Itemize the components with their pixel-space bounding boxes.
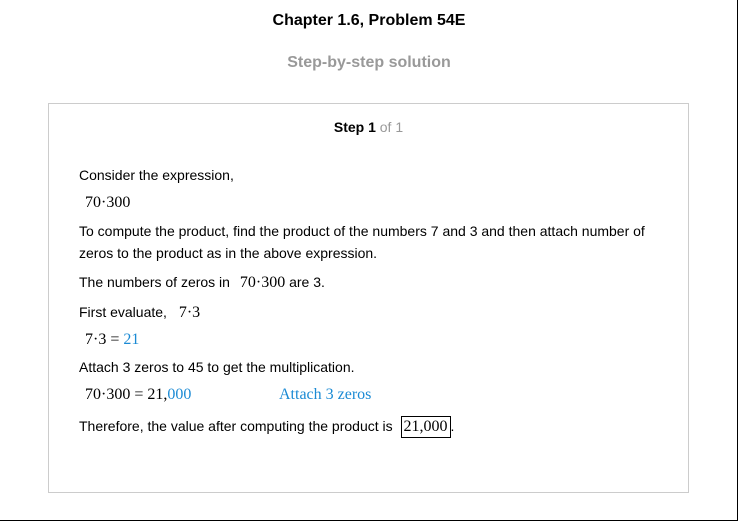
math-final bbox=[85, 384, 191, 406]
math-final-zeros: 000 bbox=[167, 386, 192, 403]
text-zeros-b: are 3. bbox=[289, 274, 325, 290]
text-zeros bbox=[79, 271, 325, 294]
solution-card bbox=[48, 103, 689, 493]
text-conclusion bbox=[79, 415, 454, 438]
text-evaluate-a: First evaluate, bbox=[79, 304, 167, 320]
math-product bbox=[85, 329, 139, 351]
text-zeros-a: The numbers of zeros in bbox=[79, 274, 230, 290]
step-label: Step 1 bbox=[333, 119, 376, 135]
page-subtitle: Step-by-step solution bbox=[287, 54, 451, 71]
text-evaluate bbox=[79, 301, 200, 324]
step-indicator bbox=[49, 119, 688, 135]
annotation-attach-zeros: Attach 3 zeros bbox=[279, 386, 372, 403]
answer-box: 21,000 bbox=[401, 416, 451, 438]
math-zeros: 70·300 bbox=[239, 274, 286, 291]
math-product-lhs: 7·3 = bbox=[85, 331, 124, 348]
text-compute-1: To compute the product, find the product of the numbers 7 and 3 and then attach number of bbox=[79, 223, 645, 239]
text-compute-2: zeros to the product as in the above expression. bbox=[79, 245, 378, 261]
text-conclusion-a: Therefore, the value after computing the product is bbox=[79, 418, 393, 434]
text-attach: Attach 3 zeros to 45 to get the multiplication. bbox=[79, 359, 355, 375]
math-expression: 70·300 bbox=[85, 194, 131, 211]
math-final-lhs: 70·300 = 21, bbox=[85, 386, 168, 403]
text-conclusion-end: . bbox=[450, 418, 455, 434]
page-title: Chapter 1.6, Problem 54E bbox=[272, 12, 466, 29]
step-count: of 1 bbox=[379, 119, 404, 135]
text-consider: Consider the expression, bbox=[79, 167, 234, 183]
math-evaluate: 7·3 bbox=[178, 304, 201, 321]
math-product-result: 21 bbox=[123, 331, 140, 348]
